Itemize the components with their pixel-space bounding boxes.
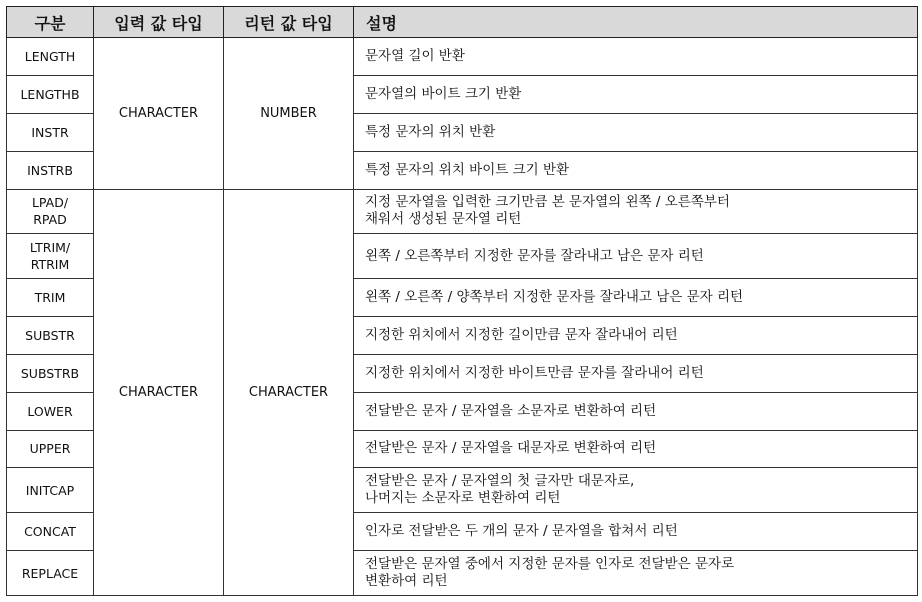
function-name-length	[7, 38, 94, 76]
description-instr	[354, 113, 918, 151]
description-lower	[354, 392, 918, 430]
description-substr	[354, 316, 918, 354]
function-name-line: UPPER	[29, 441, 71, 457]
description-line: 인자로 전달받은 두 개의 문자 / 문자열을 합쳐서 리턴	[365, 523, 678, 540]
header-category: 구분	[7, 7, 94, 38]
description-upper	[354, 430, 918, 468]
description-line: 지정 문자열을 입력한 크기만큼 본 문자열의 왼쪽 / 오른쪽부터	[365, 194, 730, 211]
function-name-line: REPLACE	[21, 565, 79, 581]
description-line: 문자열의 바이트 크기 반환	[365, 85, 522, 102]
function-name-lpad-rpad	[7, 189, 94, 234]
table-row	[7, 189, 918, 234]
description-concat	[354, 513, 918, 551]
description-line: 특정 문자의 위치 바이트 크기 반환	[365, 161, 570, 178]
input-type-group-2: CHARACTER	[94, 189, 224, 596]
description-line: 지정한 위치에서 지정한 바이트만큼 문자를 잘라내어 리턴	[365, 364, 704, 381]
function-name-line: TRIM	[34, 289, 66, 305]
function-name-upper	[7, 430, 94, 468]
description-line: 채워서 생성된 문자열 리턴	[365, 211, 522, 228]
function-name-trim	[7, 279, 94, 317]
description-line: 왼쪽 / 오른쪽 / 양쪽부터 지정한 문자를 잘라내고 남은 문자 리턴	[365, 288, 744, 305]
description-line: 왼쪽 / 오른쪽부터 지정한 문자를 잘라내고 남은 문자 리턴	[365, 247, 704, 264]
function-name-line: LENGTH	[24, 48, 76, 64]
function-name-line: INSTR	[31, 124, 69, 140]
function-name-line: LOWER	[27, 403, 73, 419]
description-line: 변환하여 리턴	[365, 573, 448, 590]
description-line: 전달받은 문자 / 문자열의 첫 글자만 대문자로,	[365, 473, 635, 490]
description-instrb	[354, 151, 918, 189]
description-replace	[354, 551, 918, 596]
header-description: 설명	[354, 7, 918, 38]
function-name-line: LTRIM/	[29, 240, 71, 256]
description-line: 지정한 위치에서 지정한 길이만큼 문자 잘라내어 리턴	[365, 326, 678, 343]
input-type-group-1: CHARACTER	[94, 38, 224, 190]
function-name-line: INSTRB	[27, 162, 73, 178]
description-lengthb	[354, 75, 918, 113]
function-name-initcap	[7, 468, 94, 513]
function-name-instrb	[7, 151, 94, 189]
description-line: 문자열 길이 반환	[365, 47, 465, 64]
description-length	[354, 38, 918, 76]
function-name-substrb	[7, 354, 94, 392]
function-name-substr	[7, 316, 94, 354]
function-name-line: SUBSTR	[25, 327, 75, 343]
description-trim	[354, 279, 918, 317]
description-line: 특정 문자의 위치 반환	[365, 123, 496, 140]
function-name-line: CONCAT	[24, 524, 76, 540]
function-name-line: SUBSTRB	[20, 365, 80, 381]
description-line: 전달받은 문자 / 문자열을 소문자로 변환하여 리턴	[365, 402, 657, 419]
header-input-type: 입력 값 타입	[94, 7, 224, 38]
function-name-line: LPAD/	[31, 195, 69, 211]
description-line: 전달받은 문자 / 문자열을 대문자로 변환하여 리턴	[365, 440, 657, 457]
description-substrb	[354, 354, 918, 392]
description-ltrim-rtrim	[354, 234, 918, 279]
function-name-line: LENGTHB	[20, 86, 80, 102]
return-type-group-2: CHARACTER	[224, 189, 354, 596]
function-name-lower	[7, 392, 94, 430]
description-lpad-rpad	[354, 189, 918, 234]
header-return-type: 리턴 값 타입	[224, 7, 354, 38]
function-name-line: INITCAP	[25, 482, 75, 498]
return-type-group-1: NUMBER	[224, 38, 354, 190]
function-name-instr	[7, 113, 94, 151]
function-name-line: RTRIM	[30, 257, 70, 273]
table-row	[7, 38, 918, 76]
function-name-ltrim-rtrim	[7, 234, 94, 279]
description-line: 나머지는 소문자로 변환하여 리턴	[365, 490, 561, 507]
function-name-line: RPAD	[33, 212, 67, 228]
description-line: 전달받은 문자열 중에서 지정한 문자를 인자로 전달받은 문자로	[365, 556, 735, 573]
description-initcap	[354, 468, 918, 513]
string-function-table	[6, 6, 918, 596]
function-name-replace	[7, 551, 94, 596]
function-name-lengthb	[7, 75, 94, 113]
function-name-concat	[7, 513, 94, 551]
header-row	[7, 7, 918, 38]
